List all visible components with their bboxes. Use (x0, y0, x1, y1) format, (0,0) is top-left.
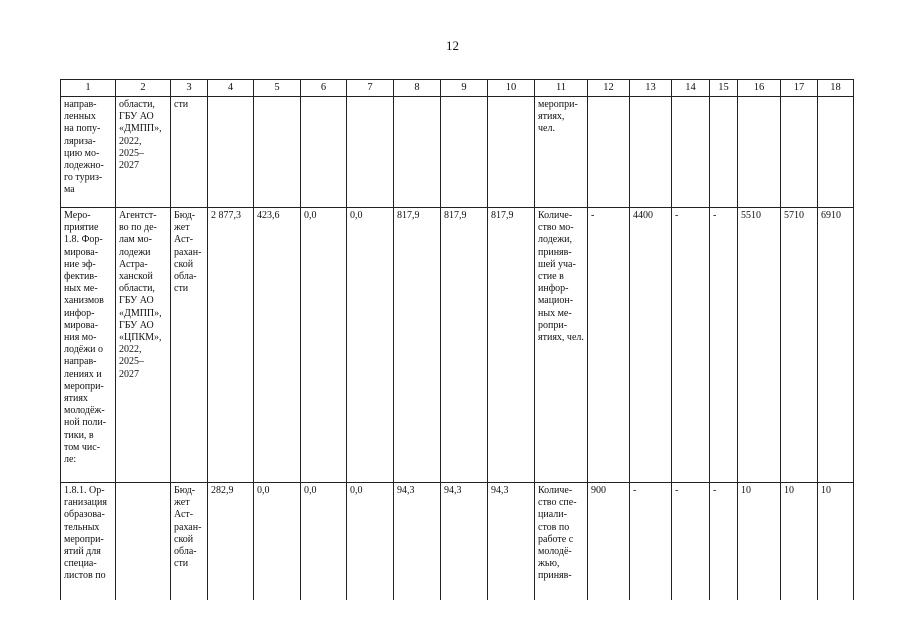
table-cell (710, 97, 738, 208)
header-cell: 1 (61, 80, 116, 97)
table-cell: 94,3 (394, 483, 441, 601)
table-cell (488, 97, 535, 208)
header-cell: 5 (254, 80, 301, 97)
table-cell (347, 97, 394, 208)
header-cell: 15 (710, 80, 738, 97)
table-cell (738, 97, 781, 208)
page-number: 12 (446, 38, 459, 53)
table-cell: - (588, 208, 630, 483)
table-cell: 0,0 (301, 483, 347, 601)
table-cell: - (710, 483, 738, 601)
table-row (61, 483, 854, 601)
table-header-row (61, 80, 854, 97)
table-cell: 10 (818, 483, 854, 601)
header-cell: 4 (208, 80, 254, 97)
table-cell: Бюд- жет Аст- рахан- ской обла- сти (171, 483, 208, 601)
table-cell: 817,9 (441, 208, 488, 483)
header-cell: 11 (535, 80, 588, 97)
table-cell: 4400 (630, 208, 672, 483)
table-cell: 10 (738, 483, 781, 601)
table-cell (394, 97, 441, 208)
table-cell: 0,0 (347, 483, 394, 601)
header-cell: 3 (171, 80, 208, 97)
header-cell: 6 (301, 80, 347, 97)
header-cell: 8 (394, 80, 441, 97)
table-cell (116, 483, 171, 601)
table-cell: 6910 (818, 208, 854, 483)
table-cell: - (672, 483, 710, 601)
table-row (61, 208, 854, 483)
table-cell: меропри- ятиях, чел. (535, 97, 588, 208)
table-cell: 2 877,3 (208, 208, 254, 483)
table-cell: 0,0 (301, 208, 347, 483)
table-cell: - (710, 208, 738, 483)
table-cell: 282,9 (208, 483, 254, 601)
table-cell: 5510 (738, 208, 781, 483)
table-cell (441, 97, 488, 208)
table-cell: направ- ленных на попу- ляриза- цию мо- лодежно- го туриз- ма (61, 97, 116, 208)
header-cell: 10 (488, 80, 535, 97)
table-cell: 0,0 (347, 208, 394, 483)
table-cell (208, 97, 254, 208)
table-cell (781, 97, 818, 208)
table-cell: Количе- ство спе- циали- стов по работе с молодё- жью, приняв- (535, 483, 588, 601)
table-cell (630, 97, 672, 208)
table-cell: - (630, 483, 672, 601)
table-cell (254, 97, 301, 208)
table-cell (588, 97, 630, 208)
table-cell: 5710 (781, 208, 818, 483)
table-cell (818, 97, 854, 208)
budget-table (60, 79, 854, 600)
header-cell: 13 (630, 80, 672, 97)
table-cell: 423,6 (254, 208, 301, 483)
table-cell: 94,3 (488, 483, 535, 601)
table-cell: 10 (781, 483, 818, 601)
table-cell: 0,0 (254, 483, 301, 601)
table-cell: 817,9 (488, 208, 535, 483)
table-cell: 817,9 (394, 208, 441, 483)
header-cell: 14 (672, 80, 710, 97)
table-cell: Меро- приятие 1.8. Фор- мирова- ние эф- фектив- ных ме- ханизмов инфор- мирова- ния мо- лодёжи о направ- лениях и меропри- ятиях молодёж- ной поли- тики, в том чис- ле: (61, 208, 116, 483)
table-cell: Агентст- во по де- лам мо- лодежи Астра- ханской области, ГБУ АО «ДМПП», ГБУ АО «ЦПКМ», 2022, 2025– 2027 (116, 208, 171, 483)
header-cell: 12 (588, 80, 630, 97)
table-cell: 94,3 (441, 483, 488, 601)
table-cell: сти (171, 97, 208, 208)
header-cell: 2 (116, 80, 171, 97)
table-cell: области, ГБУ АО «ДМПП», 2022, 2025– 2027 (116, 97, 171, 208)
table-row (61, 97, 854, 208)
table-cell: - (672, 208, 710, 483)
table-cell: 900 (588, 483, 630, 601)
header-cell: 16 (738, 80, 781, 97)
header-cell: 7 (347, 80, 394, 97)
header-cell: 18 (818, 80, 854, 97)
table-cell: 1.8.1. Ор- ганизация образова- тельных меропри- ятий для специа- листов по (61, 483, 116, 601)
header-cell: 17 (781, 80, 818, 97)
table-cell (301, 97, 347, 208)
header-cell: 9 (441, 80, 488, 97)
table-cell: Количе- ство мо- лодежи, приняв- шей уча- стие в инфор- мацион- ных ме- ропри- ятиях, чел. (535, 208, 588, 483)
table-cell (672, 97, 710, 208)
table-cell: Бюд- жет Аст- рахан- ской обла- сти (171, 208, 208, 483)
